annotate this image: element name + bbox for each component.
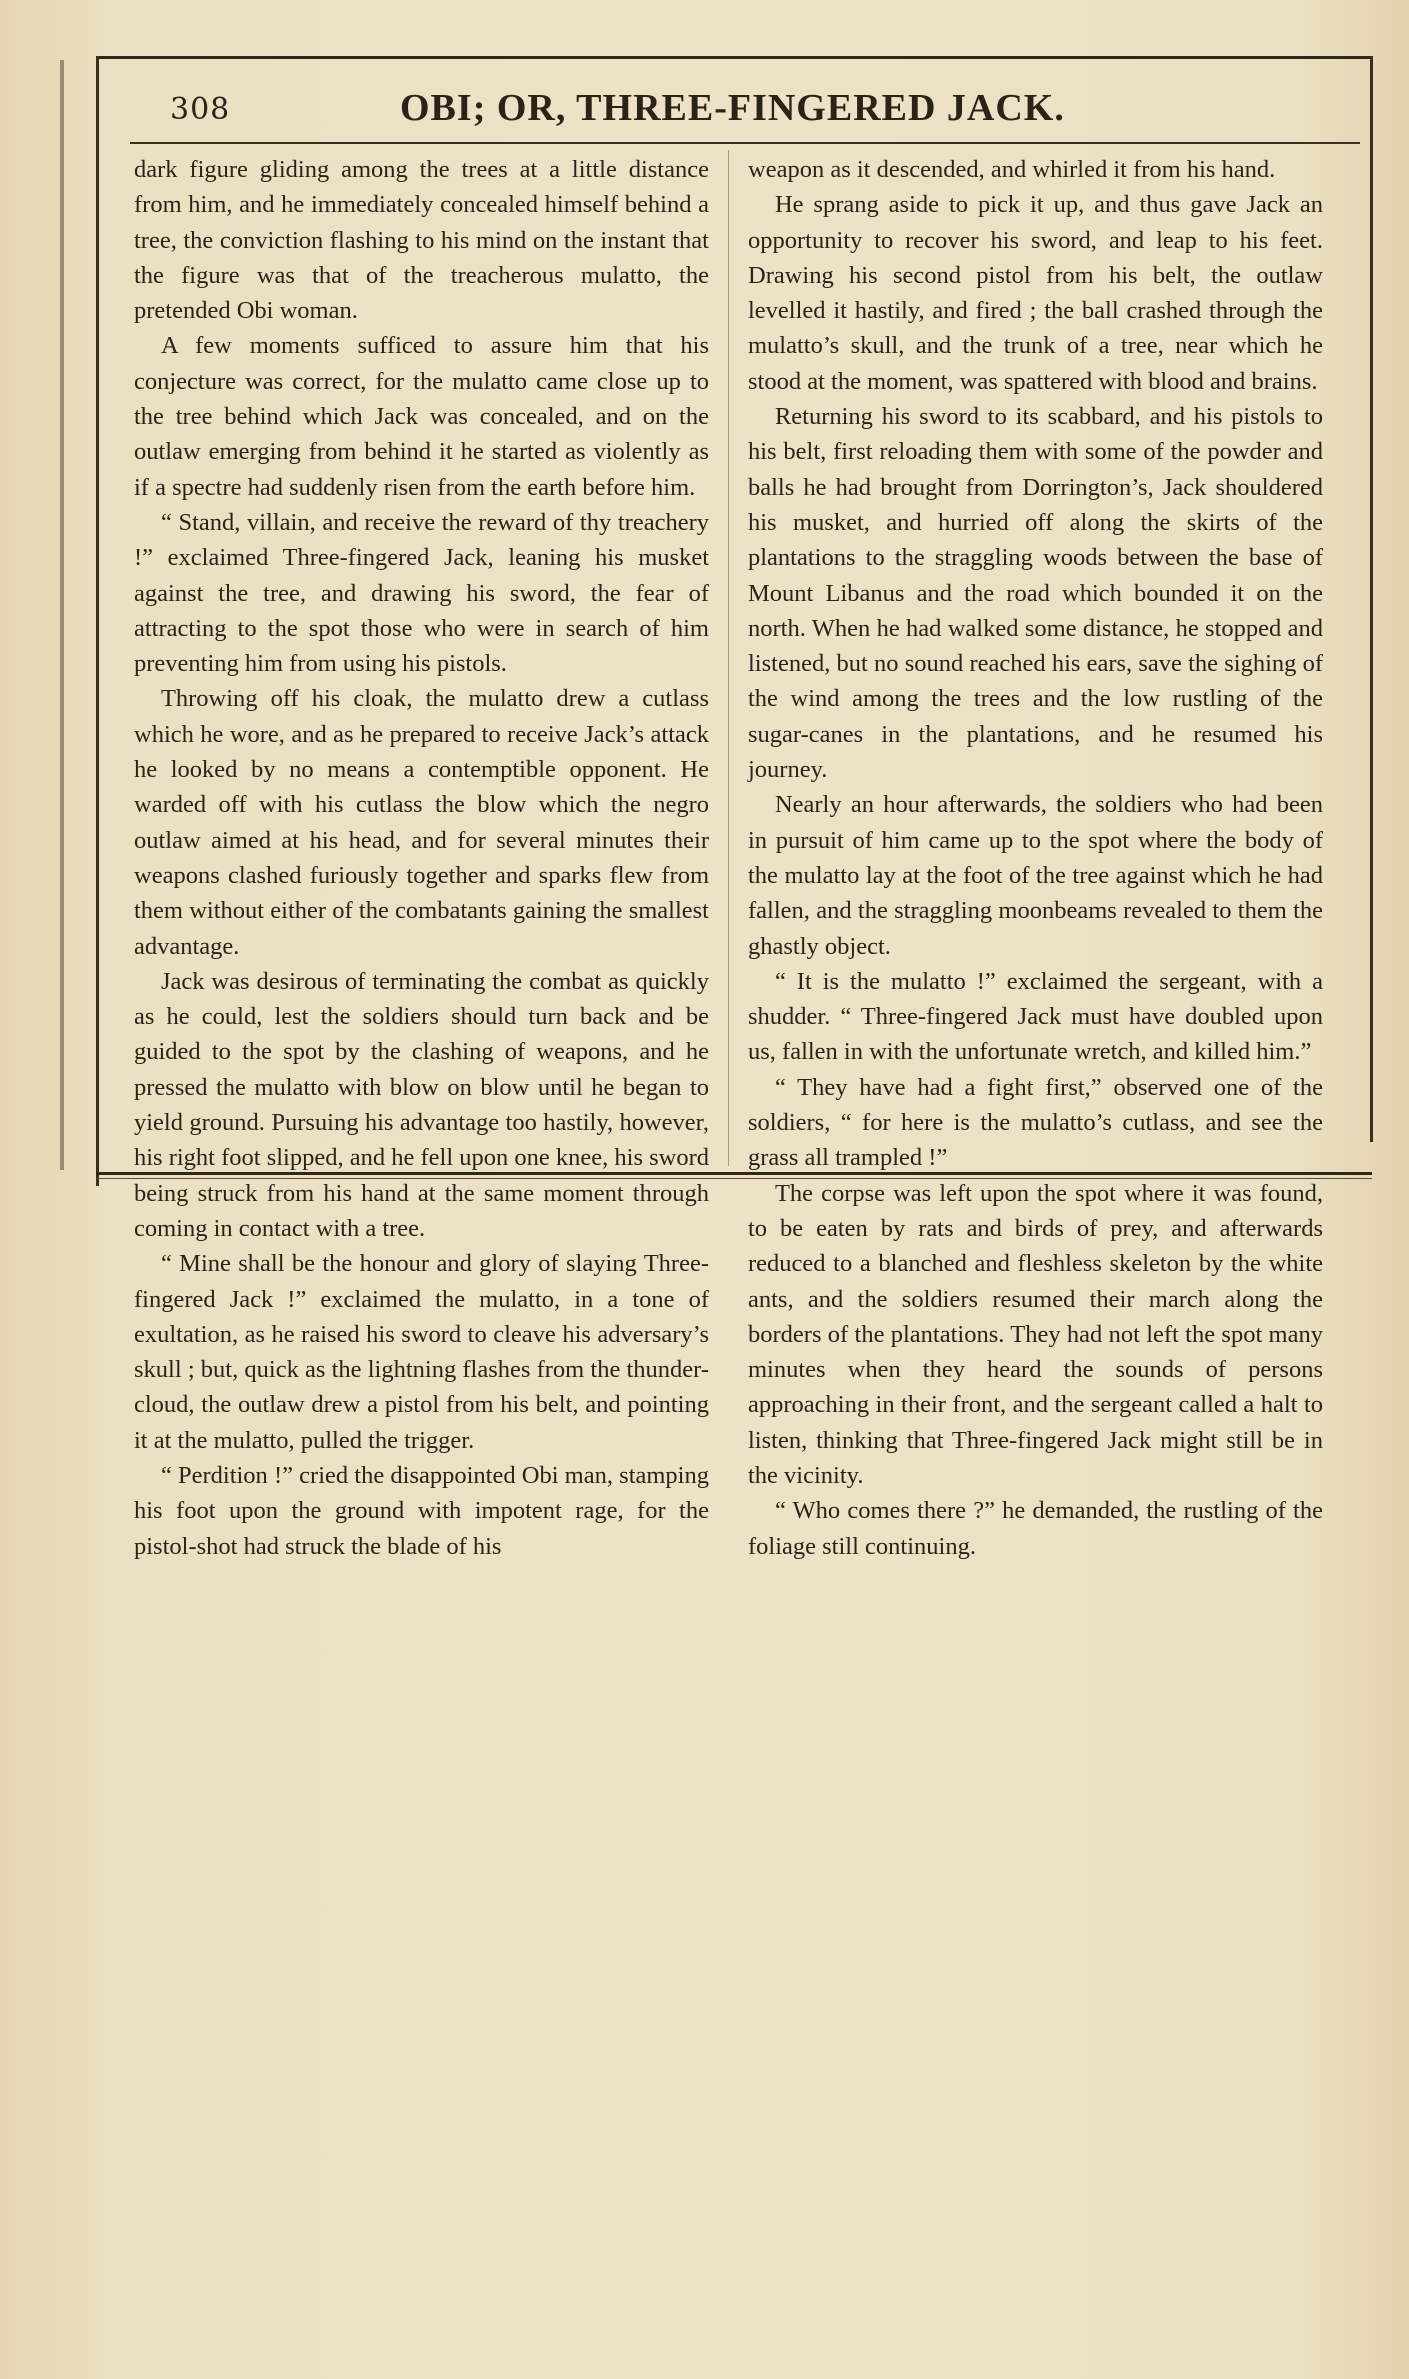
paragraph: A few moments sufficed to assure him that his conjecture was correct, for the mulatto came close up to the tree behind which Jack was concealed, and on the outlaw emerging from behind it he started as violently as if a spectre had suddenly risen from the earth before him. bbox=[134, 332, 709, 501]
running-title: OBI; OR, THREE-FINGERED JACK. bbox=[400, 87, 1065, 129]
paragraph: dark figure gliding among the trees at a little distance from him, and he immediately concealed himself behind a tree, the conviction flashing to his mind on the instant that the figure was that of the treacherous mulatto, the pretended Obi woman. bbox=[134, 156, 709, 325]
paragraph: “ They have had a fight first,” observed one of the soldiers, “ for here is the mulatto’s cutlass, and see the grass all trampled !” bbox=[748, 1073, 1323, 1172]
paragraph: “ Who comes there ?” he demanded, the rustling of the foliage still continuing. bbox=[748, 1497, 1323, 1560]
paragraph: He sprang aside to pick it up, and thus gave Jack an opportunity to recover his sword, and leap to his feet. Drawing his second pistol from his belt, the outlaw levelled it hastily, and fired ; the ball crashed through the mulatto’s skull, and the trunk of a tree, near which he stood at the moment, was spattered with blood and brains. bbox=[748, 191, 1323, 395]
paragraph: “ Mine shall be the honour and glory of slaying Three-fingered Jack !” exclaimed the mulatto, in a tone of exultation, as he raised his sword to cleave his adversary’s skull ; but, quick as the lightning flashes from the thunder-cloud, the outlaw drew a pistol from his belt, and pointing it at the mulatto, pulled the trigger. bbox=[134, 1250, 709, 1454]
frame-rule-left bbox=[96, 56, 99, 1186]
paragraph: Throwing off his cloak, the mulatto drew a cutlass which he wore, and as he prepared to receive Jack’s attack he looked by no means a contemptible opponent. He warded off with his cutlass the blow which the negro outlaw aimed at his head, and for several minutes their weapons clashed furiously together and sparks flew from them without either of the combatants gaining the smallest advantage. bbox=[134, 685, 709, 960]
column-divider bbox=[728, 150, 729, 1166]
left-column bbox=[134, 152, 709, 1564]
paragraph: The corpse was left upon the spot where it was found, to be eaten by rats and birds of prey, and afterwards reduced to a blanched and fleshless skeleton by the white ants, and the soldiers resumed their march along the borders of the plantations. They had not left the spot many minutes when they heard the sounds of persons approaching in their front, and the sergeant called a halt to listen, thinking that Three-fingered Jack might still be in the vicinity. bbox=[748, 1179, 1323, 1489]
binding-edge bbox=[60, 60, 64, 1170]
paragraph: Jack was desirous of terminating the combat as quickly as he could, lest the soldiers should turn back and be guided to the spot by the clashing of weapons, and he pressed the mulatto with blow on blow until he began to yield ground. Pursuing his advantage too hastily, however, his right foot slipped, and he fell upon one knee, his sword being struck from his hand at the same moment through coming in contact with a tree. bbox=[134, 967, 709, 1242]
paragraph: “ Stand, villain, and receive the reward of thy treachery !” exclaimed Three-fingered Jack, leaning his musket against the tree, and drawing his sword, the fear of attracting to the spot those who were in search of him preventing him from using his pistols. bbox=[134, 508, 709, 678]
paragraph: Nearly an hour afterwards, the soldiers who had been in pursuit of him came up to the spot where the body of the mulatto lay at the foot of the tree against which he had fallen, and the straggling moonbeams revealed to them the ghastly object. bbox=[748, 791, 1323, 960]
paragraph: “ Perdition !” cried the disappointed Obi man, stamping his foot upon the ground with impotent rage, for the pistol-shot had struck the blade of his bbox=[134, 1461, 709, 1560]
paragraph: weapon as it descended, and whirled it from his hand. bbox=[748, 156, 1276, 183]
header-rule bbox=[130, 142, 1360, 144]
page-number: 308 bbox=[170, 92, 231, 127]
right-column bbox=[748, 152, 1323, 1564]
paragraph: “ It is the mulatto !” exclaimed the sergeant, with a shudder. “ Three-fingered Jack must have doubled upon us, fallen in with the unfortunate wretch, and killed him.” bbox=[748, 967, 1323, 1066]
paragraph: Returning his sword to its scabbard, and his pistols to his belt, first reloading them with some of the powder and balls he had brought from Dorrington’s, Jack shouldered his musket, and hurried off along the skirts of the plantations to the straggling woods between the base of Mount Libanus and the road which bounded it on the north. When he had walked some distance, he stopped and listened, but no sound reached his ears, save the sighing of the wind among the trees and the low rustling of the sugar-canes in the plantations, and he resumed his journey. bbox=[748, 403, 1323, 784]
frame-rule-right bbox=[1370, 56, 1373, 1142]
frame-rule-top bbox=[96, 56, 1372, 59]
